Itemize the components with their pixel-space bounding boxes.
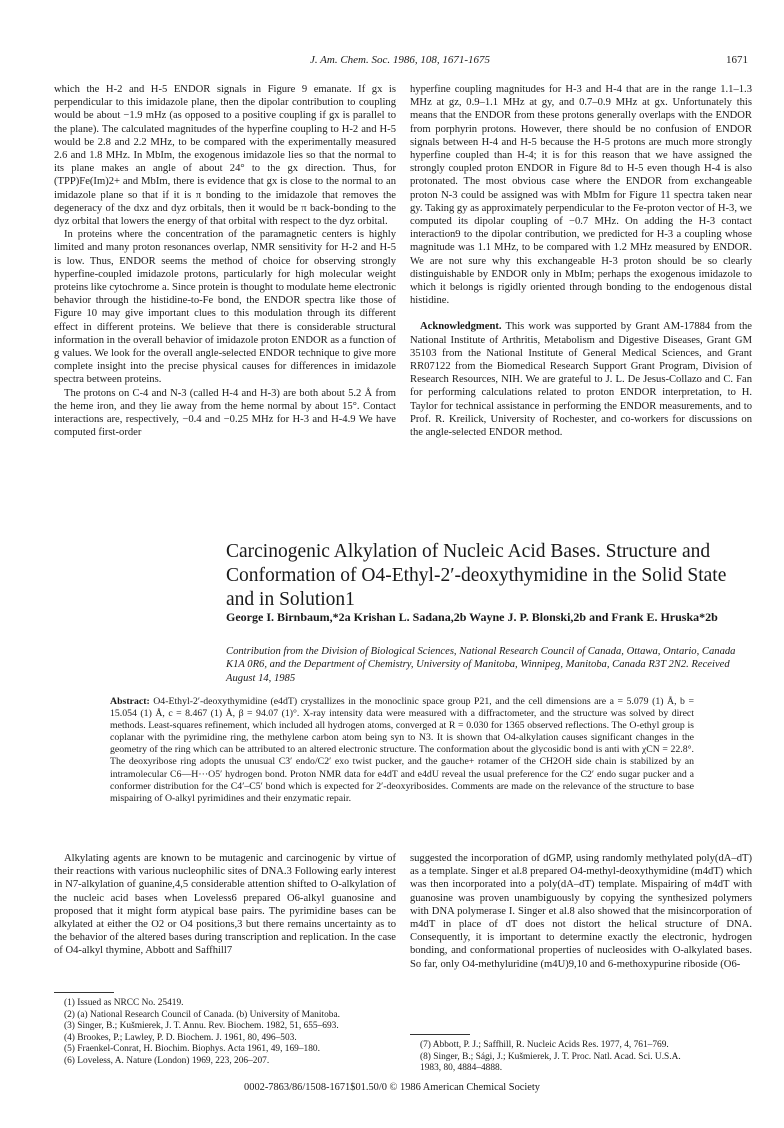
body-paragraph: The protons on C-4 and N-3 (called H-4 and H-3) are both about 5.2 Å from the heme iron, and they lie away from the heme normal by about 15°. Contact interactions are, respectively, −0.4 and −0.25 MHz for H-3 and H-4.9 We have computed first-order: [54, 387, 396, 439]
body-paragraph: suggested the incorporation of dGMP, using randomly methylated poly(dA–dT) as a template. Singer et al.8 prepared O4-methyl-deoxythymidine (m4dT) which was then incorporated into a poly(dA–dT) template. Mispairing of m4dT with guanosine was proven unambiguously by copying the synthesized polymers with DNA polymerase I. Singer et al.8 also showed that the misincorporation of m4dT in place of dT does not distort the helical structure of DNA. Consequently, it is important to determine exactly the electronic, hydrogen bonding, and conformational properties of nucleosides with O-alkylated bases. So far, only O4-methyluridine (m4U)9,10 and 6-methoxypurine riboside (O6-: [410, 853, 752, 970]
footnotes-left: [64, 998, 340, 1068]
running-header: [52, 54, 748, 70]
footnote: (1) Issued as NRCC No. 25419.: [64, 998, 184, 1008]
footnote: (6) Loveless, A. Nature (London) 1969, 223, 206–207.: [64, 1055, 270, 1066]
previous-article-right-column: [410, 83, 752, 439]
acknowledgment-text: This work was supported by Grant AM-17884 from the National Institute of Arthritis, Metabolism and Digestive Diseases, Grant GM 35103 from the National Institute of General Medical Sciences, and Grant RR07122 from the Biomedical Research Support Grant Program, Division of Research Resources, NIH. We are grateful to J. L. De Jesus-Collazo and C. Fan for performing calculations related to proton ENDOR interpretation, to H. Taylor for technical assistance in performing the ENDOR measurements, and to Prof. R. Kreilick, University of Rochester, and co-workers for discussions on the angle-selected ENDOR method.: [410, 321, 752, 439]
footnote-rule: [54, 992, 114, 993]
footnote: (3) Singer, B.; Kušmierek, J. T. Annu. Rev. Biochem. 1982, 51, 655–693.: [64, 1021, 339, 1032]
acknowledgment-heading: Acknowledgment.: [420, 321, 502, 333]
body-paragraph: Alkylating agents are known to be mutagenic and carcinogenic by virtue of their reactions with various nucleophilic sites of DNA.3 Following early interest in N7-alkylation of guanine,4,5 considerable attention shifted to O-alkylation of the nucleic acid bases when Loveless6 prepared O6-alkyl guanosine and proposed that it might form atypical base pairs. The pyrimidine bases can be alkylated at either the O2 or O4 positions,3 but there remains uncertainty as to the behavior of the altered bases during transcription and replication. In the case of O4-alkyl thymine, Abbott and Saffhill7: [54, 853, 396, 957]
copyright-line: 0002-7863/86/1508-1671$01.50/0 © 1986 American Chemical Society: [244, 1082, 540, 1093]
article-authors: George I. Birnbaum,*2a Krishan L. Sadana,2b Wayne J. P. Blonski,2b and Frank E. Hruska*2b: [226, 610, 718, 624]
footnote: (2) (a) National Research Council of Canada. (b) University of Manitoba.: [64, 1009, 340, 1020]
page-number: 1671: [726, 54, 748, 66]
footnote: (8) Singer, B.; Sági, J.; Kušmierek, J. T. Proc. Natl. Acad. Sci. U.S.A.: [420, 1051, 681, 1062]
article-body-right-column: [410, 852, 752, 971]
footnote-rule: [410, 1034, 470, 1035]
abstract-label: Abstract:: [110, 696, 150, 707]
body-paragraph: which the H-2 and H-5 ENDOR signals in Figure 9 emanate. If gx is perpendicular to this imidazole plane, then the dipolar contribution to coupling would be about −1.9 mHz (as opposed to a positive coupling if gx is parallel to the plane). The calculated magnitudes of the hyperfine coupling to H-2 and H-5 would be 2.8 and 2.2 MHz, to be compared with the experimentally measured 2.6 and 1.8 MHz. In MbIm, the exogenous imidazole lies so that the normal to its plane makes an angle of about 24° to the gx direction. Thus, for (TPP)Fe(Im)2+ and MbIm, there is evidence that gx is close to the normal to an imidazole plane so that if it is π bonding to the imidazole that removes the degeneracy of the dxz and dyz orbitals, then it would be π back-bonding to the dyz orbital that lowers the energy of that orbital with respect to the dyz orbital.: [54, 84, 396, 228]
article-affiliation: Contribution from the Division of Biological Sciences, National Research Council of Canada, Ottawa, Ontario, Canada K1A 0R6, and the Department of Chemistry, University of Manitoba, Winnipeg, Manitoba, Canada R3T 2N2. Received August 14, 1985: [226, 646, 736, 684]
journal-citation: J. Am. Chem. Soc. 1986, 108, 1671-1675: [309, 54, 491, 66]
footnote: 1983, 80, 4884–4888.: [420, 1063, 503, 1074]
footnotes-right: [420, 1040, 681, 1075]
article-title: Carcinogenic Alkylation of Nucleic Acid Bases. Structure and Conformation of O4-Ethyl-2′-deoxythymidine in the Solid State and in Solution1: [226, 541, 727, 610]
abstract-text: O4-Ethyl-2′-deoxythymidine (e4dT) crystallizes in the monoclinic space group P21, and the cell dimensions are a = 5.079 (1) Å, b = 15.054 (1) Å, c = 8.467 (1) Å, β = 94.07 (1)°. X-ray intensity data were measured with a diffractometer, and the structure was solved by direct methods. Least-squares refinement, which included all hydrogen atoms, converged at R = 0.030 for 1365 observed reflections. The O-ethyl group is coplanar with the pyrimidine ring, the methylene carbon atom being syn to N3. It is shown that O4-alkylation causes significant changes in the geometry of the ring which can be attributed to an altered electronic structure. The conformation about the glycosidic bond is anti with χCN = 22.8°. The deoxyribose ring adopts the unusual C3′ endo/C2′ exo twist pucker, and the gauche+ rotamer of the CH2OH side chain is stabilized by an intramolecular C6—H···O5′ hydrogen bond. Proton NMR data for e4dT and e4dU reveal the usual preference for the C2′ endo sugar pucker and a conformer distribution for the C4′–C5′ bond which is expected for 2′-deoxyribosides. Comments are made on the relevance of the structure to base mispairing of O-alkyl pyrimidines and their enzymatic repair.: [110, 696, 694, 804]
article-body-left-column: [54, 852, 396, 958]
footnote: (7) Abbott, P. J.; Saffhill, R. Nucleic Acids Res. 1977, 4, 761–769.: [420, 1040, 669, 1050]
footnote: (4) Brookes, P.; Lawley, P. D. Biochem. J. 1961, 80, 496–503.: [64, 1032, 297, 1043]
previous-article-left-column: [54, 83, 396, 439]
body-paragraph: hyperfine coupling magnitudes for H-3 and H-4 that are in the range 1.1–1.3 MHz at gz, 0.9–1.1 MHz at gy, and 0.7–0.9 MHz at gx. Unfortunately this means that the ENDOR from these protons generally overlaps with the ENDOR from porphyrin protons. However, there should be no confusion of ENDOR signals between H-4 and H-5 because the H-5 protons are much more strongly hyperfine coupled than H-4; it is for this reason that we have assigned the strongly coupled proton ENDOR in Figure 8d to H-5 even though H-4 is also protonated. The most obvious case where the ENDOR from exchangeable proton N-3 could be assigned was with MbIm for Figure 11 spectra taken near gy. Taking gy as approximately perpendicular to the Fe-proton vector of H-3, we computed its dipolar coupling of −0.7 MHz. On adding the H-3 contact interaction9 to the dipolar contribution, we predicted for H-3 a coupling whose magnitude was 1.1 MHz, to be compared with 1.2 MHz measured by ENDOR. We are not sure why this exchangeable H-3 proton should be so clearly distinguishable by ENDOR only in MbIm; perhaps the exogenous imidazole to which it belongs is rigidly oriented through bonding to the endogenous distal histidine.: [410, 84, 752, 307]
body-paragraph: In proteins where the concentration of the paramagnetic centers is highly limited and many proton resonances overlap, NMR sensitivity for H-2 and H-5 is low. Thus, ENDOR seems the method of choice for observing strongly hyperfine-coupled imidazole protons, particularly for high molecular weight proteins like cytochrome a. Since protein is thought to modulate heme electronic behavior through the histidine-to-Fe bond, the ENDOR spectra like those of Figure 10 may give important clues to this modulation through its different effect in different proteins. We believe that there is considerable structural information in the overall behavior of imidazole proton ENDOR as a function of g values. We look for the overall angle-selected ENDOR technique to give more complete insight into the precise physical causes for differences in imidazole spectra between proteins.: [54, 229, 396, 386]
abstract: [110, 696, 694, 805]
footnote: (5) Fraenkel-Conrat, H. Biochim. Biophys. Acta 1961, 49, 169–180.: [64, 1044, 320, 1055]
acknowledgment: [410, 320, 752, 439]
